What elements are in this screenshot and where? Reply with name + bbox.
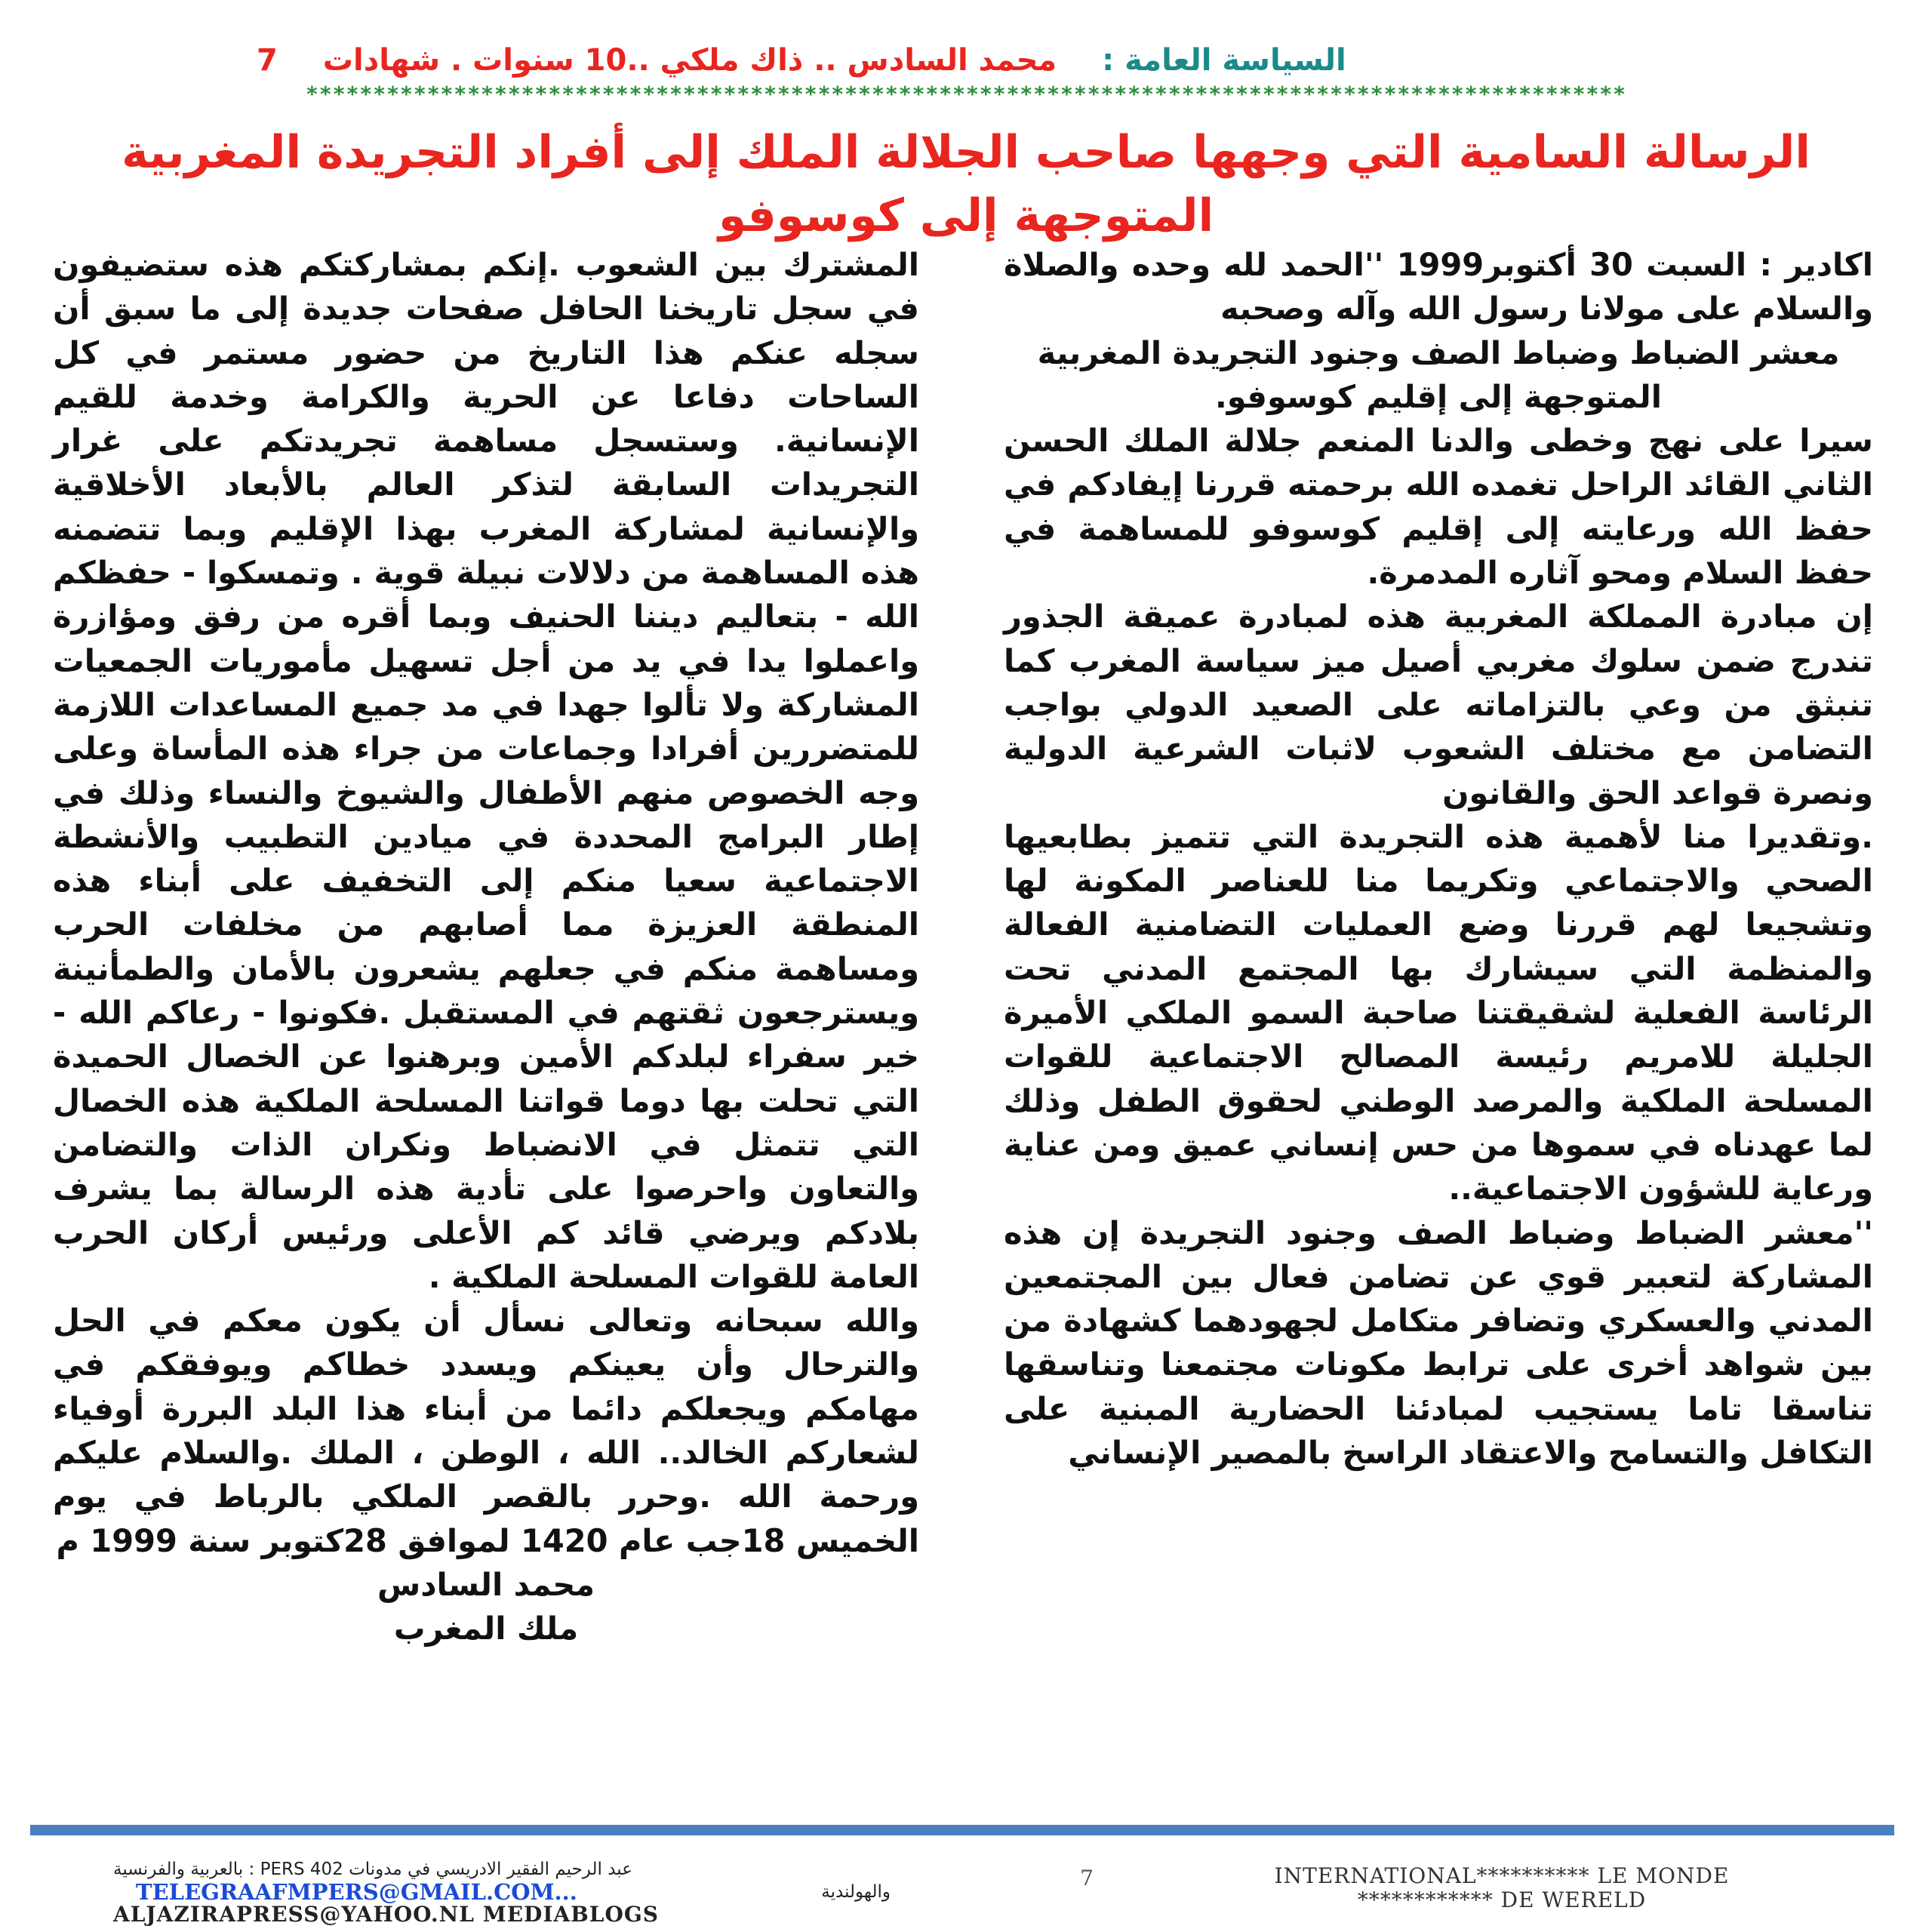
header-title: محمد السادس .. ذاك ملكي ..10 سنوات . شهادات [322, 43, 1057, 78]
footer-email-secondary: ALJAZIRAPRESS@YAHOO.NL MEDIABLOGS [113, 1902, 660, 1927]
article-title: الرسالة السامية التي وجهها صاحب الجلالة الملك إلى أفراد التجريدة المغربية المتوجهة إلى كوسوفو [122, 126, 1810, 242]
section-name: السياسة العامة : [1102, 43, 1346, 78]
article-column-left [53, 243, 919, 1651]
header-page-number: 7 [257, 43, 278, 78]
footer-language-note: والهولندية [821, 1882, 891, 1902]
footer-publication [1177, 1864, 1826, 1912]
footer-publication-line1: INTERNATIONAL********** LE MONDE [1274, 1863, 1730, 1888]
paragraph-opening: اكادير : السبت 30 أكتوبر1999 ''الحمد لله وحده والصلاة والسلام على مولانا رسول الله وآله وصحبه [1004, 246, 1873, 328]
paragraph-address: معشر الضباط وضباط الصف وجنود التجريدة المغربية المتوجهة إلى إقليم كوسوفو. [1037, 334, 1840, 415]
footer-contact [113, 1858, 891, 1926]
signature-name: محمد السادس [377, 1565, 595, 1603]
article-column-right [1004, 243, 1873, 1475]
paragraph-initiative: إن مبادرة المملكة المغربية هذه لمبادرة عميقة الجذور تندرج ضمن سلوك مغربي أصيل ميز سياسة المغرب كما تنبثق من وعي بالتزاماته على الصعيد الدولي بواجب التضامن مع مختلف الشعوب لاثبات الشرعية الدولية ونصرة قواعد الحق والقانون [1004, 598, 1873, 811]
footer-publication-line2: ************ DE WERELD [1357, 1887, 1647, 1912]
footer-email-link[interactable]: TELEGRAAFMPERS@GMAIL.COM... [136, 1879, 577, 1905]
star-divider: ************************************************************************************************** [305, 82, 1627, 104]
paragraph-history: المشترك بين الشعوب .إنكم بمشاركتكم هذه ستضيفون في سجل تاريخنا الحافل صفحات جديدة إلى ما سبق أن سجله عنكم هذا التاريخ من حضور مستمر في كل الساحات دفاعا عن الحرية والكرامة وخدمة للقيم الإنسانية. وستسجل مساهمة تجريدتكم على غرار التجريدات السابقة لتذكر العالم بالأبعاد الأخلاقية والإنسانية لمشاركة المغرب بهذا الإقليم وبما تتضمنه هذه المساهمة من دلالات نبيلة قوية . وتمسكوا - حفظكم الله - بتعاليم ديننا الحنيف وبما أقره من رفق ومؤازرة واعملوا يدا في يد من أجل تسهيل مأموريات الجمعيات المشاركة ولا تألوا جهدا في مد جميع المساعدات اللازمة للمتضررين أفرادا وجماعات من جراء هذه المأساة وعلى وجه الخصوص منهم الأطفال والشيوخ والنساء وذلك في إطار البرامج المحددة في ميادين التطبيب والأنشطة الاجتماعية سعيا منكم إلى التخفيف على أبناء هذه المنطقة العزيزة مما أصابهم من مخلفات الحرب ومساهمة منكم في جعلهم يشعرون بالأمان والطمأنينة ويسترجعون ثقتهم في المستقبل .فكونوا - رعاكم الله - خير سفراء لبلدكم الأمين وبرهنوا عن الخصال الحميدة التي تحلت بها دوما قواتنا المسلحة الملكية هذه الخصال التي تتمثل في الانضباط ونكران الذات والتضامن والتعاون واحرصوا على تأدية هذه الرسالة بما يشرف بلادكم ويرضي قائد كم الأعلى ورئيس أركان الحرب العامة للقوات المسلحة الملكية . [53, 246, 919, 1295]
paragraph-mission: سيرا على نهج وخطى والدنا المنعم جلالة الملك الحسن الثاني القائد الراحل تغمده الله برحمته قررنا إيفادكم في حفظ الله ورعايته إلى إقليم كوسوفو للمساهمة في حفظ السلام ومحو آثاره المدمرة. [1004, 422, 1873, 592]
paragraph-appreciation: .وتقديرا منا لأهمية هذه التجريدة التي تتميز بطابعيها الصحي والاجتماعي وتكريما منا للعناصر المكونة لها وتشجيعا لهم قررنا وضع العمليات التضامنية الفعالة والمنظمة التي سيشارك بها المجتمع المدني تحت الرئاسة الفعلية لشقيقتنا صاحبة السمو الملكي الأميرة الجليلة للامريم رئيسة المصالح الاجتماعية للقوات المسلحة الملكية والمرصد الوطني لحقوق الطفل وذلك لما عهدناه في سموها من حس إنساني عميق ومن عناية ورعاية للشؤون الاجتماعية.. [1004, 817, 1873, 1208]
paragraph-closing: والله سبحانه وتعالى نسأل أن يكون معكم في الحل والترحال وأن يعينكم ويسدد خطاكم ويوفقكم في مهامكم ويجعلكم دائما من أبناء هذا البلد البررة أوفياء لشعاركم الخالد.. الله ، الوطن ، الملك .والسلام عليكم ورحمة الله .وحرر بالقصر الملكي بالرباط في يوم الخميس 18جب عام 1420 لموافق 28كتوبر سنة 1999 م [53, 1302, 919, 1559]
footer-author: عبد الرحيم الفقير الادريسي في مدونات PERS 402 : بالعربية والفرنسية [113, 1860, 632, 1879]
paragraph-solidarity: ''معشر الضباط وضباط الصف وجنود التجريدة إن هذه المشاركة لتعبير قوي عن تضامن فعال بين المجتمعين المدني والعسكري وتضافر متكامل لجهودهما كشهادة من بين شواهد أخرى على ترابط مكونات مجتمعنا وتناسقها تناسقا تاما يستجيب لمبادئنا الحضارية المبنية على التكافل والتسامح والاعتقاد الراسخ بالمصير الإنساني [1004, 1214, 1873, 1472]
footer-divider [30, 1825, 1894, 1835]
page-header [257, 36, 1690, 85]
footer-page-number: 7 [1080, 1866, 1094, 1890]
signature-title: ملك المغرب [393, 1610, 579, 1647]
footer-email-row [113, 1881, 891, 1903]
